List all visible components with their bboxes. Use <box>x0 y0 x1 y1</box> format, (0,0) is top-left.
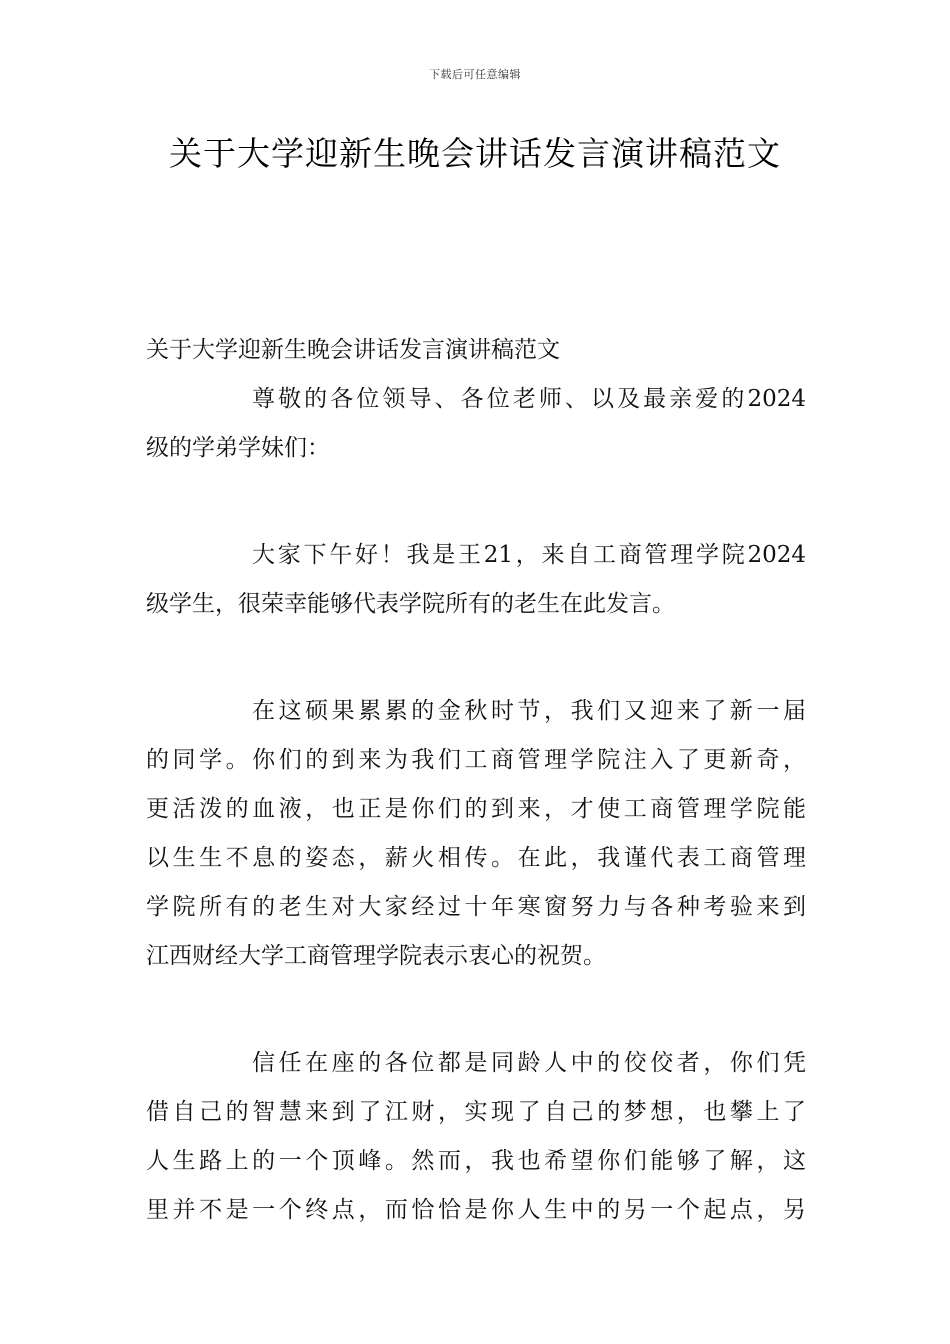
paragraph-line: 的同学。你们的到来为我们工商管理学院注入了更新奇， <box>146 747 806 773</box>
paragraph-line: 学院所有的老生对大家经过十年寒窗努力与各种考验来到 <box>146 894 806 920</box>
salutation-line: 级的学弟学妹们： <box>146 435 330 461</box>
paragraph-line: 借自己的智慧来到了江财，实现了自己的梦想，也攀上了 <box>146 1099 806 1125</box>
body-title-line: 关于大学迎新生晚会讲话发言演讲稿范文 <box>146 337 560 363</box>
paragraph-line: 以生生不息的姿态，薪火相传。在此，我谨代表工商管理 <box>146 845 806 871</box>
header-note: 下载后可任意编辑 <box>429 68 521 81</box>
paragraph-line: 更活泼的血液，也正是你们的到来，才使工商管理学院能 <box>146 796 806 822</box>
paragraph-line: 信任在座的各位都是同龄人中的佼佼者，你们凭 <box>252 1050 806 1076</box>
paragraph-line: 人生路上的一个顶峰。然而，我也希望你们能够了解，这 <box>146 1148 806 1174</box>
document-title: 关于大学迎新生晚会讲话发言演讲稿范文 <box>169 134 781 173</box>
paragraph-line: 在这硕果累累的金秋时节，我们又迎来了新一届 <box>252 698 806 724</box>
paragraph-line: 级学生，很荣幸能够代表学院所有的老生在此发言。 <box>146 591 675 617</box>
paragraph-line: 大家下午好！我是王21，来自工商管理学院2024 <box>252 542 806 568</box>
salutation-line: 尊敬的各位领导、各位老师、以及最亲爱的2024 <box>252 386 806 412</box>
paragraph-line: 江西财经大学工商管理学院表示衷心的祝贺。 <box>146 943 606 969</box>
paragraph-line: 里并不是一个终点，而恰恰是你人生中的另一个起点，另 <box>146 1197 806 1223</box>
document-body <box>146 326 806 1235</box>
